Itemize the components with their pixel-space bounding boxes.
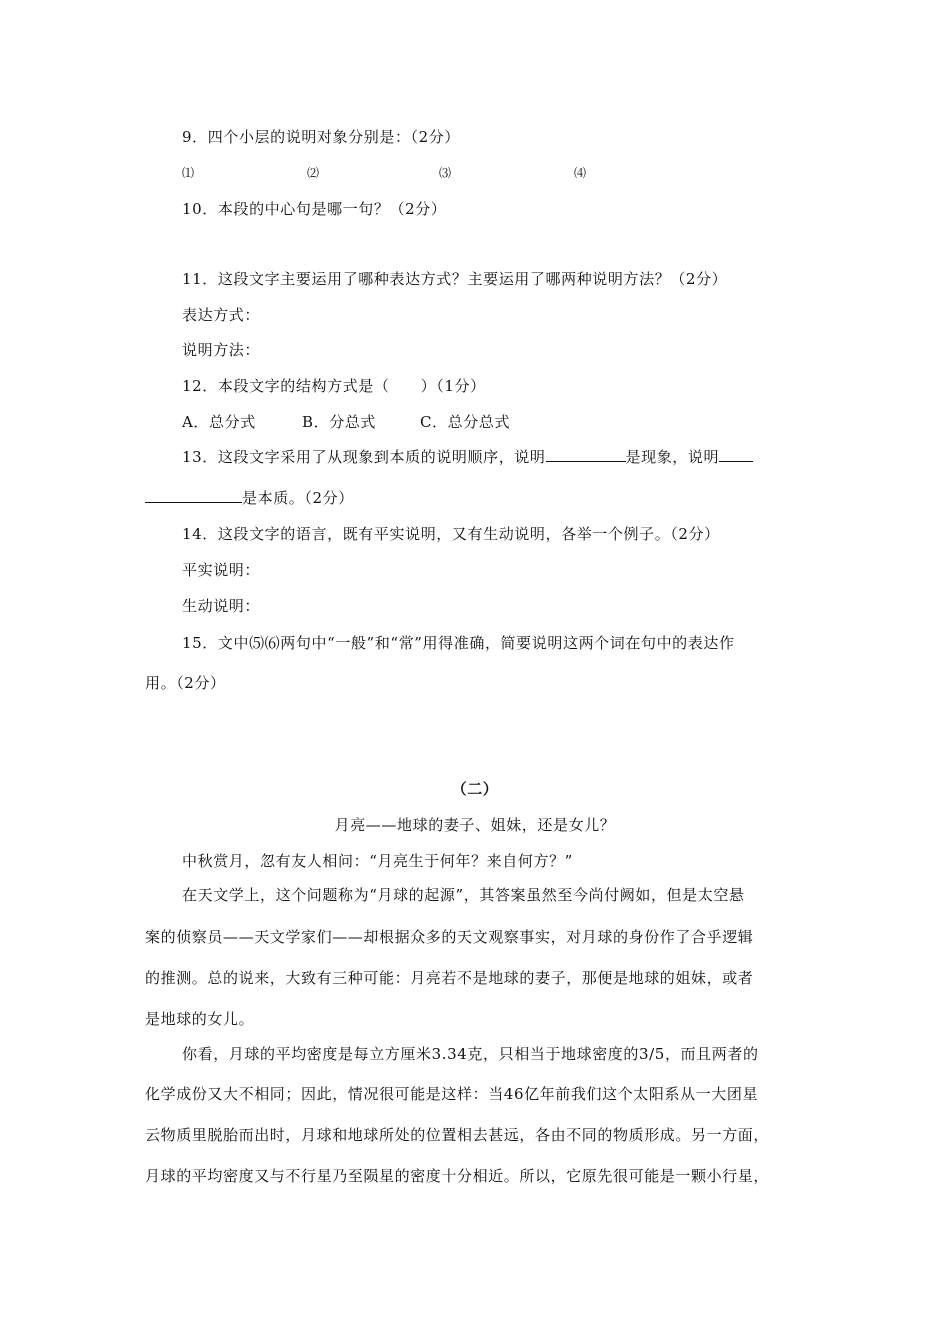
question-9-options [182, 163, 587, 183]
paragraph-2-line4: 是地球的女儿。 [145, 1010, 255, 1028]
question-14: 14．这段文字的语言，既有平实说明，又有生动说明，各举一个例子。（2分） [182, 525, 720, 543]
q9-option-4: ⑷ [574, 166, 587, 180]
q13-text-part2: 是现象，说明 [625, 448, 720, 466]
q13-blank-2-start[interactable] [719, 447, 753, 462]
paragraph-3-line4: 月球的平均密度又与不行星乃至陨星的密度十分相近。所以，它原先很可能是一颗小行星， [145, 1167, 770, 1185]
paragraph-1: 中秋赏月，忽有友人相问：“月亮生于何年？来自何方？” [182, 852, 573, 870]
question-9: 9．四个小层的说明对象分别是：（2分） [182, 128, 460, 146]
paragraph-3-line1: 你看，月球的平均密度是每立方厘米3.34克，只相当于地球密度的3/5，而且两者的 [182, 1045, 759, 1063]
q11-method-label: 说明方法： [182, 341, 261, 359]
paragraph-2-line3: 的推测。总的说来，大致有三种可能：月亮若不是地球的妻子，那便是地球的姐妹，或者 [145, 969, 754, 987]
q14-plain-label: 平实说明： [182, 561, 261, 579]
q9-option-1: ⑴ [182, 166, 195, 180]
q13-blank-1[interactable] [546, 447, 626, 462]
paragraph-2-line2: 案的侦察员——天文学家们——却根据众多的天文观察事实，对月球的身份作了合乎逻辑 [145, 928, 754, 946]
q12-option-c: C．总分总式 [420, 413, 511, 431]
paragraph-2-line1: 在天文学上，这个问题称为“月球的起源”，其答案虽然至今尚付阙如，但是太空悬 [182, 886, 745, 904]
question-12: 12．本段文字的结构方式是（ ）（1分） [182, 377, 486, 395]
question-15-line2: 用。（2分） [145, 674, 226, 692]
q9-option-2: ⑵ [307, 166, 320, 180]
question-13-line1 [182, 447, 753, 467]
paragraph-3-line3: 云物质里脱胎而出时，月球和地球所处的位置相去甚远，各由不同的物质形成。另一方面， [145, 1126, 770, 1144]
q14-vivid-label: 生动说明： [182, 597, 261, 615]
q13-text-part3: 是本质。（2分） [242, 489, 354, 507]
question-10: 10．本段的中心句是哪一句？（2分） [182, 200, 447, 218]
question-11: 11．这段文字主要运用了哪种表达方式？主要运用了哪两种说明方法？（2分） [182, 270, 728, 288]
question-12-options [182, 412, 510, 432]
question-13-line2 [145, 488, 354, 508]
q12-option-a: A．总分式 [182, 413, 256, 431]
q13-text-part1: 13．这段文字采用了从现象到本质的说明顺序，说明 [182, 448, 546, 466]
q11-expression-label: 表达方式： [182, 306, 261, 324]
q13-blank-2-end[interactable] [145, 488, 242, 503]
paragraph-3-line2: 化学成份又大不相同；因此，情况很可能是这样：当46亿年前我们这个太阳系从一大团星 [145, 1085, 759, 1103]
q9-option-3: ⑶ [439, 166, 452, 180]
section-heading: （二） [451, 780, 499, 798]
q12-option-b: B．分总式 [302, 413, 377, 431]
article-title: 月亮——地球的妻子、姐妹，还是女儿？ [334, 816, 616, 834]
question-15-line1: 15．文中⑸⑹两句中“一般”和“常”用得准确，简要说明这两个词在句中的表达作 [182, 634, 735, 652]
